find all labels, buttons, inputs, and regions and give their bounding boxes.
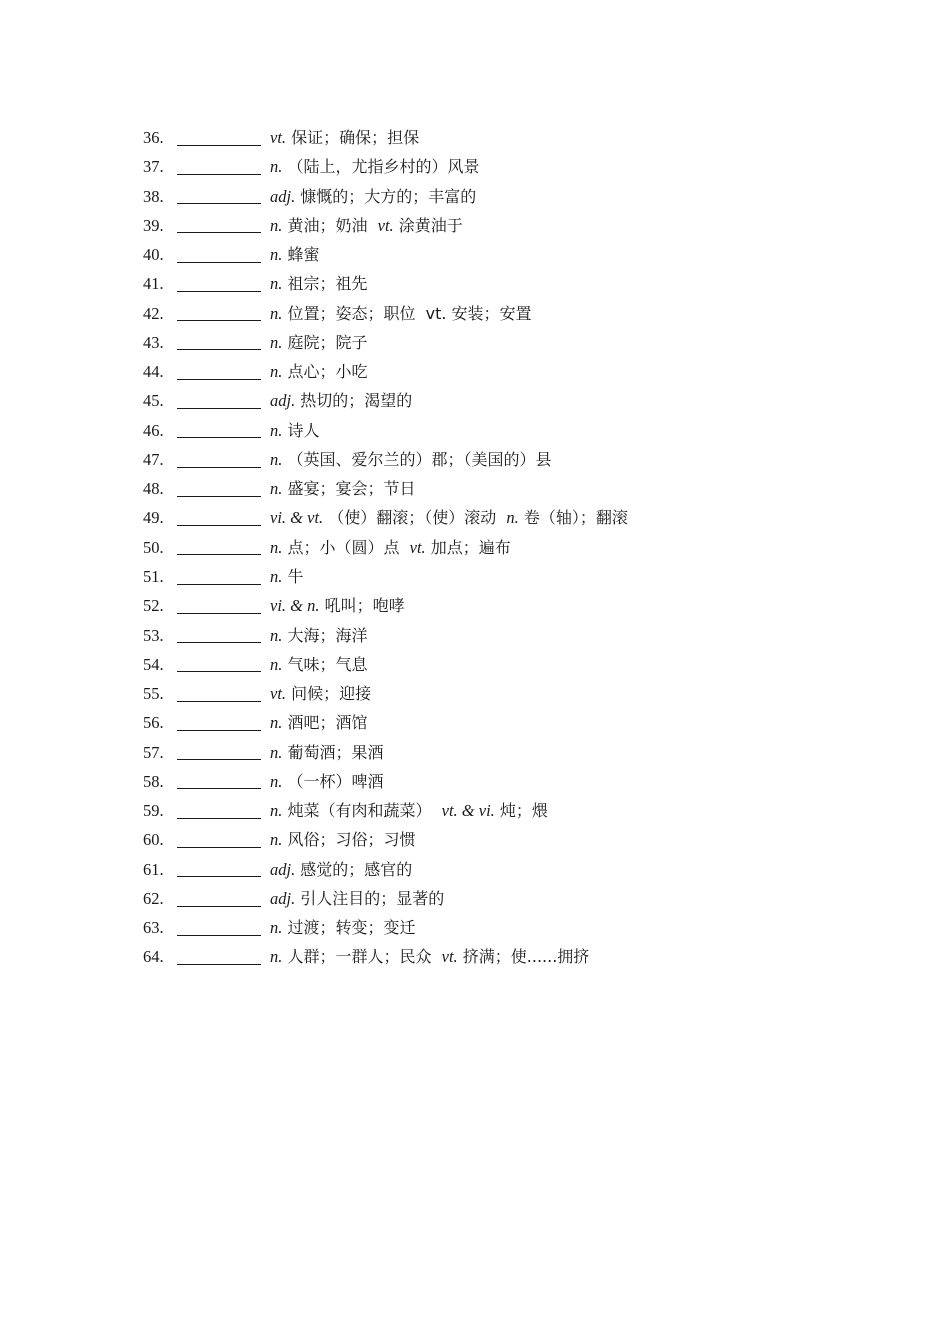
definition-text: 慷慨的；大方的；丰富的 xyxy=(295,186,477,206)
part-of-speech: n. xyxy=(270,742,283,762)
part-of-speech: vt. xyxy=(270,128,287,147)
answer-blank[interactable] xyxy=(177,670,261,672)
vocab-item xyxy=(143,240,628,269)
answer-blank[interactable] xyxy=(177,348,261,350)
vocab-item xyxy=(143,591,628,620)
part-of-speech: n. xyxy=(270,625,283,645)
answer-blank[interactable] xyxy=(177,466,261,468)
part-of-speech: adj. xyxy=(270,888,296,908)
vocab-item xyxy=(143,913,628,942)
definition xyxy=(270,942,589,971)
answer-blank[interactable] xyxy=(177,583,261,585)
definition xyxy=(270,123,419,152)
vocab-item xyxy=(143,328,628,357)
definition xyxy=(270,825,415,854)
definition xyxy=(270,357,367,386)
item-number: 60. xyxy=(143,830,164,850)
definition xyxy=(270,855,412,884)
item-number: 62. xyxy=(143,888,164,908)
vocab-item xyxy=(143,357,628,386)
definition xyxy=(270,328,367,357)
item-number: 43. xyxy=(143,332,164,352)
item-number: 55. xyxy=(143,684,164,704)
item-number: 40. xyxy=(143,245,164,265)
item-number: 48. xyxy=(143,479,164,499)
definition-text: 蜂蜜 xyxy=(282,245,320,265)
item-number: 57. xyxy=(143,742,164,762)
definition-text: 炖；煨 xyxy=(494,801,548,821)
item-number: 54. xyxy=(143,654,164,674)
part-of-speech: n. xyxy=(270,947,283,967)
definition xyxy=(270,182,476,211)
vocab-item xyxy=(143,767,628,796)
definition-text: 保证；确保；担保 xyxy=(286,128,420,147)
part-of-speech: n. xyxy=(270,566,283,586)
item-number: 41. xyxy=(143,274,164,294)
part-of-speech: n. xyxy=(270,771,283,791)
definition-text: 祖宗；祖先 xyxy=(282,274,368,294)
vocab-item xyxy=(143,942,628,971)
definition xyxy=(270,913,415,942)
vocab-item xyxy=(143,123,628,152)
definition xyxy=(270,562,303,591)
vocab-item xyxy=(143,650,628,679)
definition xyxy=(270,474,415,503)
part-of-speech: vi. & vt. xyxy=(270,508,324,528)
answer-blank[interactable] xyxy=(177,787,261,789)
part-of-speech: n. xyxy=(270,801,283,821)
definition-text: 吼叫；咆哮 xyxy=(319,596,405,616)
definition-text: 气味；气息 xyxy=(282,654,368,674)
answer-blank[interactable] xyxy=(177,173,261,175)
vocab-item xyxy=(143,474,628,503)
vocab-item xyxy=(143,884,628,913)
definition-text: 涂黄油于 xyxy=(393,215,463,235)
item-number: 42. xyxy=(143,303,164,323)
definition-text: （陆上，尤指乡村的）风景 xyxy=(282,157,480,177)
item-number: 61. xyxy=(143,859,164,879)
definition-text: 葡萄酒；果酒 xyxy=(282,742,384,762)
answer-blank[interactable] xyxy=(177,700,261,702)
definition-text: 诗人 xyxy=(282,420,320,440)
answer-blank[interactable] xyxy=(177,846,261,848)
part-of-speech: n. xyxy=(270,537,283,557)
answer-blank[interactable] xyxy=(177,144,261,146)
answer-blank[interactable] xyxy=(177,378,261,380)
item-number: 47. xyxy=(143,449,164,469)
item-number: 64. xyxy=(143,947,164,967)
item-number: 50. xyxy=(143,537,164,557)
part-of-speech: n. xyxy=(270,449,283,469)
definition xyxy=(270,269,367,298)
definition-text: 黄油；奶油 xyxy=(282,215,378,235)
definition-text: 感觉的；感官的 xyxy=(295,859,413,879)
vocab-item xyxy=(143,269,628,298)
definition-text: 卷（轴）；翻滚 xyxy=(518,508,628,528)
part-of-speech: n. xyxy=(270,303,283,323)
part-of-speech: n. xyxy=(270,830,283,850)
vocab-item xyxy=(143,825,628,854)
definition-text: 挤满；使......拥挤 xyxy=(457,947,590,967)
part-of-speech: n. xyxy=(506,508,519,528)
item-number: 45. xyxy=(143,391,164,411)
item-number: 39. xyxy=(143,215,164,235)
definition-text: 盛宴；宴会；节日 xyxy=(282,479,416,499)
definition xyxy=(270,240,319,269)
definition xyxy=(270,621,367,650)
vocabulary-list xyxy=(143,123,628,972)
definition xyxy=(270,445,551,474)
definition-text: 酒吧；酒馆 xyxy=(282,713,368,733)
part-of-speech: n. xyxy=(270,713,283,733)
vocab-item xyxy=(143,621,628,650)
definition-text: 点；小（圆）点 xyxy=(282,537,410,557)
answer-blank[interactable] xyxy=(177,231,261,233)
part-of-speech: adj. xyxy=(270,186,296,206)
answer-blank[interactable] xyxy=(177,963,261,965)
part-of-speech: n. xyxy=(270,157,283,177)
vocab-item xyxy=(143,299,628,328)
vocab-item xyxy=(143,855,628,884)
definition-text: 热切的；渴望的 xyxy=(295,391,413,411)
definition-text: 大海；海洋 xyxy=(282,625,368,645)
definition xyxy=(270,738,383,767)
definition-text: （使）翻滚；（使）滚动 xyxy=(323,508,507,528)
item-number: 59. xyxy=(143,801,164,821)
item-number: 53. xyxy=(143,625,164,645)
answer-blank[interactable] xyxy=(177,934,261,936)
part-of-speech: n. xyxy=(270,215,283,235)
definition-text: 庭院；院子 xyxy=(282,332,368,352)
definition xyxy=(270,533,511,562)
definition xyxy=(270,679,371,708)
answer-blank[interactable] xyxy=(177,758,261,760)
definition-text: 过渡；转变；变迁 xyxy=(282,918,416,938)
part-of-speech: n. xyxy=(270,654,283,674)
answer-blank[interactable] xyxy=(177,261,261,263)
answer-blank[interactable] xyxy=(177,905,261,907)
definition-text: 风俗；习俗；习惯 xyxy=(282,830,416,850)
part-of-speech: n. xyxy=(270,245,283,265)
item-number: 44. xyxy=(143,362,164,382)
vocab-item xyxy=(143,738,628,767)
item-number: 51. xyxy=(143,566,164,586)
part-of-speech: vt. xyxy=(377,215,394,235)
item-number: 63. xyxy=(143,918,164,938)
item-number: 58. xyxy=(143,771,164,791)
part-of-speech: vt. xyxy=(409,537,426,557)
definition xyxy=(270,708,367,737)
vocab-item xyxy=(143,679,628,708)
vocab-item xyxy=(143,708,628,737)
definition xyxy=(270,416,319,445)
item-number: 37. xyxy=(143,157,164,177)
answer-blank[interactable] xyxy=(177,495,261,497)
vocab-item xyxy=(143,533,628,562)
item-number: 38. xyxy=(143,186,164,206)
item-number: 36. xyxy=(143,128,164,147)
definition-text: 问候；迎接 xyxy=(286,684,372,704)
answer-blank[interactable] xyxy=(177,875,261,877)
answer-blank[interactable] xyxy=(177,553,261,555)
definition-text: 加点；遍布 xyxy=(425,537,511,557)
part-of-speech: vt. xyxy=(270,684,287,704)
answer-blank[interactable] xyxy=(177,641,261,643)
vocab-item xyxy=(143,796,628,825)
answer-blank[interactable] xyxy=(177,729,261,731)
vocab-item xyxy=(143,503,628,532)
definition xyxy=(270,299,532,328)
definition-text: 位置；姿态；职位 vt. 安装；安置 xyxy=(282,303,532,323)
vocab-item xyxy=(143,416,628,445)
part-of-speech: n. xyxy=(270,362,283,382)
item-number: 49. xyxy=(143,508,164,528)
definition xyxy=(270,767,383,796)
answer-blank[interactable] xyxy=(177,524,261,526)
definition xyxy=(270,152,479,181)
vocab-item xyxy=(143,182,628,211)
part-of-speech: n. xyxy=(270,332,283,352)
item-number: 52. xyxy=(143,596,164,616)
definition xyxy=(270,503,628,532)
definition-text: （一杯）啤酒 xyxy=(282,771,384,791)
part-of-speech: vt. xyxy=(441,947,458,967)
vocab-item xyxy=(143,445,628,474)
part-of-speech: vi. & n. xyxy=(270,596,320,616)
definition-text: 引人注目的；显著的 xyxy=(295,888,445,908)
definition-text: （英国、爱尔兰的）郡；（美国的）县 xyxy=(282,449,552,469)
answer-blank[interactable] xyxy=(177,436,261,438)
answer-blank[interactable] xyxy=(177,290,261,292)
vocab-item xyxy=(143,386,628,415)
answer-blank[interactable] xyxy=(177,612,261,614)
definition-text: 人群；一群人；民众 xyxy=(282,947,442,967)
definition-text: 点心；小吃 xyxy=(282,362,368,382)
definition xyxy=(270,796,548,825)
part-of-speech: adj. xyxy=(270,391,296,411)
definition xyxy=(270,650,367,679)
item-number: 46. xyxy=(143,420,164,440)
definition-text: 炖菜（有肉和蔬菜） xyxy=(282,801,442,821)
answer-blank[interactable] xyxy=(177,407,261,409)
part-of-speech: vt. & vi. xyxy=(441,801,495,821)
vocab-item xyxy=(143,562,628,591)
definition xyxy=(270,591,405,620)
item-number: 56. xyxy=(143,713,164,733)
answer-blank[interactable] xyxy=(177,319,261,321)
vocab-item xyxy=(143,211,628,240)
part-of-speech: n. xyxy=(270,918,283,938)
definition xyxy=(270,386,412,415)
definition xyxy=(270,211,463,240)
part-of-speech: n. xyxy=(270,420,283,440)
answer-blank[interactable] xyxy=(177,817,261,819)
part-of-speech: n. xyxy=(270,274,283,294)
vocab-item xyxy=(143,152,628,181)
part-of-speech: n. xyxy=(270,479,283,499)
part-of-speech: adj. xyxy=(270,859,296,879)
definition xyxy=(270,884,444,913)
definition-text: 牛 xyxy=(282,566,304,586)
answer-blank[interactable] xyxy=(177,202,261,204)
